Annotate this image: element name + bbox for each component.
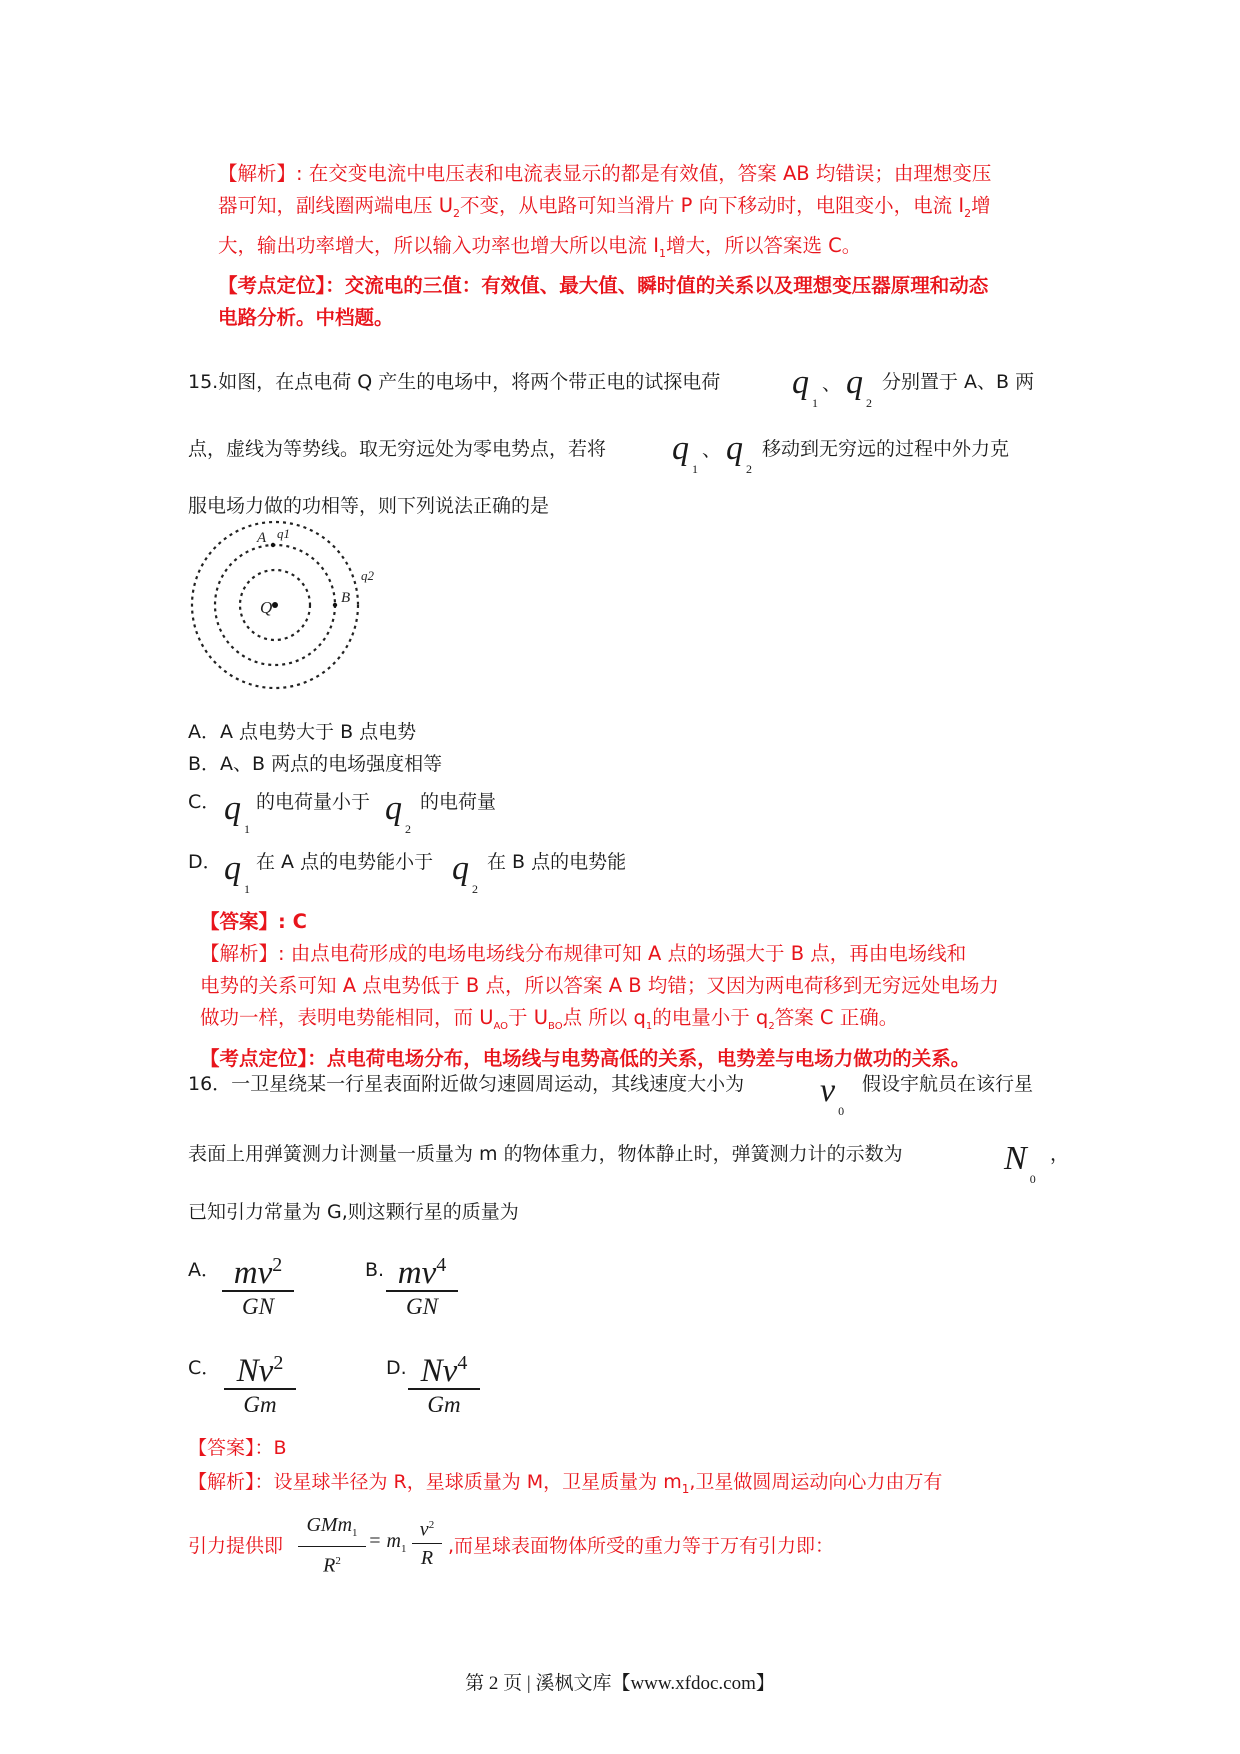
q15-line1: 15.如图，在点电荷 Q 产生的电场中，将两个带正电的试探电荷	[188, 371, 721, 393]
analysis-line: 【解析】: 在交变电流中电压表和电流表显示的都是有效值，答案 AB 均错误；由理想变压	[218, 162, 992, 185]
analysis-line: 大，输出功率增大，所以输入功率也增大所以电流 $I_1$增大，所以答案选 C。	[218, 233, 862, 260]
analysis-line: 器可知，副线圈两端电压 $U_2$不变，从电路可知当滑片 P 向下移动时，电阻变小，电流 $I_2$增	[218, 194, 991, 220]
q16-equation	[298, 1512, 448, 1592]
q16-option-b-label: B.	[365, 1259, 385, 1281]
point-B	[333, 603, 337, 607]
q15-q1-symbol: $q_1$	[672, 430, 698, 476]
q16-line1-end: 假设宇航员在该行星	[862, 1073, 1034, 1095]
q15-option-d-end: 在 B 点的电势能	[487, 851, 627, 873]
page-footer: 第 2 页 | 溪枫文库【www.xfdoc.com】	[465, 1673, 775, 1694]
q15-option-a: A．A 点电势大于 B 点电势	[188, 721, 417, 743]
q16-N0-symbol: $N_0$	[1004, 1140, 1036, 1186]
label-q1: q1	[277, 526, 290, 541]
q15-q2-symbol: $q_2$	[726, 430, 752, 476]
q16-option-c-label: C．	[188, 1357, 221, 1379]
label-Q: Q	[260, 598, 273, 617]
q16-option-d-label: D.	[386, 1357, 407, 1379]
q15-line3: 服电场力做的功相等，则下列说法正确的是	[188, 495, 550, 517]
q15-answer-block	[200, 906, 999, 1075]
q16-answer: 【答案】：B	[188, 1437, 287, 1459]
q15-exam-point: 【考点定位】：点电荷电场分布，电场线与电势高低的关系，电势差与电场力做功的关系。	[200, 1046, 971, 1070]
q16-option-c-fraction: Nv$^2$ Gm	[224, 1346, 296, 1420]
q15-q1-symbol: $q_1$	[224, 850, 250, 896]
point-A	[271, 543, 275, 547]
q16-analysis-line1: 【解析】：设星球半径为 R，星球质量为 M，卫星质量为 $m_1$,卫星做圆周运动向心力由万有	[188, 1471, 943, 1496]
label-B: B	[341, 590, 351, 606]
label-q2: q2	[361, 568, 374, 583]
q15-q2-symbol: $q_2$	[452, 850, 478, 896]
q15-line2: 点，虚线为等势线。取无穷远处为零电势点，若将	[188, 438, 607, 460]
q15-analysis-line: 做功一样，表明电势能相同，而 $U_{AO}$于 $U_{BO}$点 所以 $q_1$的电量小于 $q_2$答案 C 正确。	[200, 1006, 899, 1032]
q15-q2-symbol: $q_2$	[385, 790, 411, 836]
q15-q1-symbol: $q_1$	[792, 364, 818, 410]
point-charge-Q	[272, 602, 278, 608]
q15-sep: 、	[702, 439, 722, 461]
label-A: A	[257, 530, 267, 546]
q15-option-d-mid: 在 A 点的电势能小于	[256, 851, 434, 873]
q15-answer: 【答案】: C	[200, 910, 307, 933]
q15-line2-end: 移动到无穷远的过程中外力克	[762, 438, 1010, 460]
q16-analysis-line2-end: ,而星球表面物体所受的重力等于万有引力即：	[448, 1535, 835, 1557]
exam-point-line: 电路分析。中档题。	[218, 305, 394, 329]
equipotential-figure	[185, 520, 395, 700]
q15-line1-end: 分别置于 A、B 两	[882, 371, 1035, 393]
q15-option-b: B．A、B 两点的电场强度相等	[188, 753, 443, 775]
q15-option-c-mid: 的电荷量小于	[256, 791, 371, 813]
exam-point-line: 【考点定位】：交流电的三值：有效值、最大值、瞬时值的关系以及理想变压器原理和动态	[218, 273, 989, 297]
q15-option-d: D．	[188, 851, 222, 873]
q16-option-b-fraction: $mv^4$ GN	[386, 1248, 458, 1322]
analysis-block-1	[218, 158, 991, 334]
eq-fraction-right: $v^2$ R	[412, 1512, 442, 1572]
q16-option-d-fraction: Nv$^4$ Gm	[408, 1346, 480, 1420]
q15-sep: 、	[822, 373, 842, 395]
q15-analysis-line: 【解析】: 由点电荷形成的电场电场线分布规律可知 A 点的场强大于 B 点，再由电场线和	[200, 942, 967, 965]
q15-q2-symbol: $q_2$	[846, 364, 872, 410]
q15-analysis-line: 电势的关系可知 A 点电势低于 B 点，所以答案 A B 均错；又因为两电荷移到无穷远处电场力	[200, 974, 999, 997]
q15-q1-symbol: $q_1$	[224, 790, 250, 836]
q16-line2: 表面上用弹簧测力计测量一质量为 m 的物体重力，物体静止时，弹簧测力计的示数为	[188, 1143, 903, 1165]
q16-analysis-line2: 引力提供即	[188, 1535, 284, 1557]
q16-line1: 16．一卫星绕某一行星表面附近做匀速圆周运动，其线速度大小为	[188, 1073, 745, 1095]
q16-v0-symbol: $v_0$	[820, 1072, 845, 1118]
q16-option-a-label: A．	[188, 1259, 220, 1281]
q16-line2-end: ，	[1050, 1143, 1070, 1165]
q15-option-c: C．	[188, 791, 221, 813]
eq-fraction-left: GMm$_1$ $R^2$	[298, 1512, 366, 1580]
eq-equals: = $m_1$	[368, 1530, 407, 1555]
q16-option-a-fraction: $mv^2$ GN	[222, 1248, 294, 1322]
q16-line3: 已知引力常量为 G,则这颗行星的质量为	[188, 1201, 519, 1223]
q15-option-c-end: 的电荷量	[420, 791, 497, 813]
